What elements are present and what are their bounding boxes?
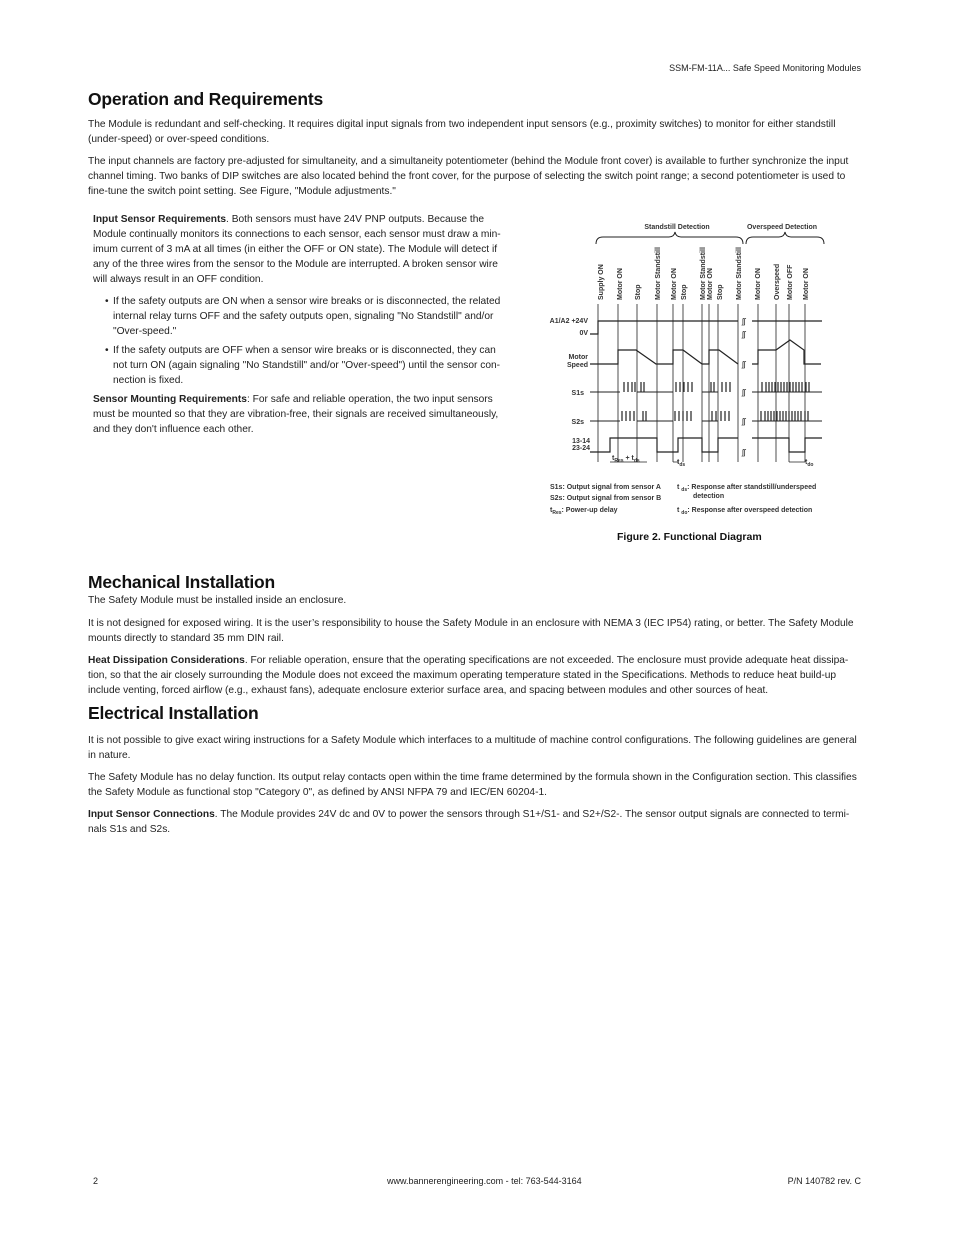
tds-label: $t_{ds}$ [677, 459, 686, 468]
column-labels [598, 247, 810, 300]
motor-speed-trace [590, 340, 821, 364]
standstill-brace [596, 232, 743, 244]
row-label-s2s: S2s [571, 419, 584, 426]
svg-text:ʃʃ: ʃʃ [742, 317, 746, 326]
column-label: Stop [681, 284, 688, 300]
svg-text:ʃʃ: ʃʃ [742, 417, 746, 426]
mechanical-heading: Mechanical Installation [88, 572, 275, 592]
column-label: Motor Standstill [700, 247, 707, 300]
tres-tds-label: $t_{Res} + t_{ds}$ [612, 455, 640, 464]
electrical-para-1: It is not possible to give exact wiring instructions for a Safety Module which interfaces to a multitude of machine control configurations. The following guidelines are general in nature. [88, 735, 857, 761]
row-label-13-14: 13-14 [572, 438, 590, 445]
column-label: Overspeed [774, 263, 781, 300]
s2-pulses [622, 411, 808, 421]
output-trace [590, 438, 822, 452]
column-label: Motor ON [617, 268, 624, 300]
row-label-23-24: 23-24 [572, 445, 590, 452]
overspeed-brace [746, 232, 824, 244]
svg-text:ʃʃ: ʃʃ [742, 388, 746, 397]
overspeed-group-label: Overspeed Detection [746, 224, 818, 231]
row-label-motor: Motor [568, 354, 588, 361]
column-label: Motor OFF [787, 264, 794, 300]
svg-text:ʃʃ: ʃʃ [742, 360, 746, 369]
column-label: Motor ON [707, 268, 714, 300]
svg-text:ʃʃ: ʃʃ [742, 448, 746, 457]
input-sensor-requirements [93, 212, 503, 287]
mechanical-para-1: The Safety Module must be installed inside an enclosure. [88, 595, 347, 606]
electrical-para-2: The Safety Module has no delay function. Its output relay contacts open within the time frame determined by the formula shown in the Configuration section. This classifies the Safety Module as functional stop "Category 0", as defined by ANSI NFPA 79 and IEC/EN 60204-1. [88, 772, 857, 798]
supply-trace [590, 321, 822, 334]
electrical-heading: Electrical Installation [88, 703, 259, 723]
legend-tds: t $_{ds}$: Response after standstill/underspeed [677, 484, 817, 493]
break-marks [741, 317, 747, 457]
row-label-s1s: S1s [571, 390, 584, 397]
operation-para-2: The input channels are factory pre-adjusted for simultaneity, and a simultaneity potentiometer (behind the Module front cover) is available to further synchronize the input channel timing. Two banks of DIP switches are also located behind the front cover, for the purpose of selecting the switch point range; a second potentiometer is used to fine-tune the switch point setting. See Figure, "Module adjustments." [88, 156, 849, 197]
operation-para-1: The Module is redundant and self-checking. It requires digital input signals from two independent input sensors (e.g., proximity switches) to monitor for either standstill (under-speed) or over-speed conditions. [88, 119, 836, 145]
s1-pulses [624, 382, 809, 392]
sensor-mounting-requirements [93, 392, 503, 437]
input-sensor-requirements-lead: Input Sensor Requirements [93, 214, 227, 225]
sensor-mounting-text: : For safe and reliable operation, the two input sensors must be mounted so that they are vibration-free, their signals are received simultaneously, and they don't influence each other. [93, 394, 499, 435]
legend-tdo: t $_{do}$: Response after overspeed detection [677, 507, 813, 516]
column-label: Motor ON [755, 268, 762, 300]
sensor-wire-bullets [93, 294, 505, 392]
row-labels [550, 318, 590, 452]
row-label-0v: 0V [579, 330, 588, 337]
column-label: Motor Standstill [736, 247, 743, 300]
legend-s1: S1s: Output signal from sensor A [550, 484, 661, 491]
legend-tres: $t_{Res}$: Power-up delay [550, 507, 618, 516]
diagram-legend [550, 484, 816, 516]
standstill-group-label: Standstill Detection [644, 224, 710, 231]
bullet-item: • If the safety outputs are OFF when a sensor wire breaks or is disconnected, they can not turn ON (again signaling "No Standstill" and/or "Over-speed") until the sensor con-nection is fixed. [93, 343, 505, 388]
column-label: Supply ON [598, 264, 605, 300]
input-sensor-connections-lead: Input Sensor Connections [88, 809, 215, 820]
svg-text:ʃʃ: ʃʃ [742, 330, 746, 339]
column-label: Stop [717, 284, 724, 300]
mechanical-para-2: It is not designed for exposed wiring. It is the user’s responsibility to house the Safety Module in an enclosure with NEMA 3 (IEC IP54) rating, or better. The Safety Module mounts directly to standard 35 mm DIN rail. [88, 618, 854, 644]
column-label: Motor ON [803, 268, 810, 300]
page-number: 2 [93, 1176, 99, 1186]
running-header: SSM-FM-11A... Safe Speed Monitoring Modules [669, 63, 861, 73]
row-label-speed: Speed [566, 362, 588, 369]
column-label: Stop [635, 284, 642, 300]
column-label: Motor ON [671, 268, 678, 300]
heat-dissipation-text: . For reliable operation, ensure that the operating specifications are not exceeded. The enclosure must provide adequate heat dissipa-tion, so that the air closely surrounding the Module does not exceed the maximum operating temperature stated in the Specifications. Methods to reduce heat build-up include venting, forced airflow (e.g., exhaust fans), adequate enclosure exterior surface area, and spacing between modules and other sources of heat. [88, 655, 849, 696]
heat-dissipation-lead: Heat Dissipation Considerations [88, 655, 245, 666]
legend-s2: S2s: Output signal from sensor B [550, 495, 662, 502]
tdo-label: $t_{do}$ [805, 459, 814, 468]
timing-labels [612, 455, 813, 468]
input-sensor-connections [88, 807, 863, 837]
operation-heading: Operation and Requirements [88, 89, 323, 109]
heat-dissipation [88, 653, 863, 698]
sensor-mounting-lead: Sensor Mounting Requirements [93, 394, 247, 405]
functional-diagram [540, 215, 840, 520]
legend-tds-line2: detection [693, 493, 725, 500]
input-sensor-connections-text: . The Module provides 24V dc and 0V to power the sensors through S1+/S1- and S2+/S2-. The sensor output signals are connected to termi-nals S1s and S2s. [88, 809, 850, 835]
footer-part-number: P/N 140782 rev. C [787, 1176, 861, 1186]
row-label-supply: A1/A2 +24V [549, 318, 588, 325]
footer-contact: www.bannerengineering.com - tel: 763-544-3164 [387, 1176, 582, 1186]
figure-caption: Figure 2. Functional Diagram [617, 531, 762, 543]
bullet-item: • If the safety outputs are ON when a sensor wire breaks or is disconnected, the related internal relay turns OFF and the safety outputs open, signaling "No Standstill" and/or "Over-speed." [93, 294, 505, 339]
input-sensor-requirements-text: . Both sensors must have 24V PNP outputs. Because the Module continually monitors its connections to each sensor, each sensor must draw a min-imum current of 3 mA at all times (in either the OFF or ON state). The Module will detect if any of the three wires from the sensor to the Module are interrupted. A broken sensor wire will always result in an OFF condition. [93, 214, 501, 285]
column-label: Motor Standstill [655, 247, 662, 300]
